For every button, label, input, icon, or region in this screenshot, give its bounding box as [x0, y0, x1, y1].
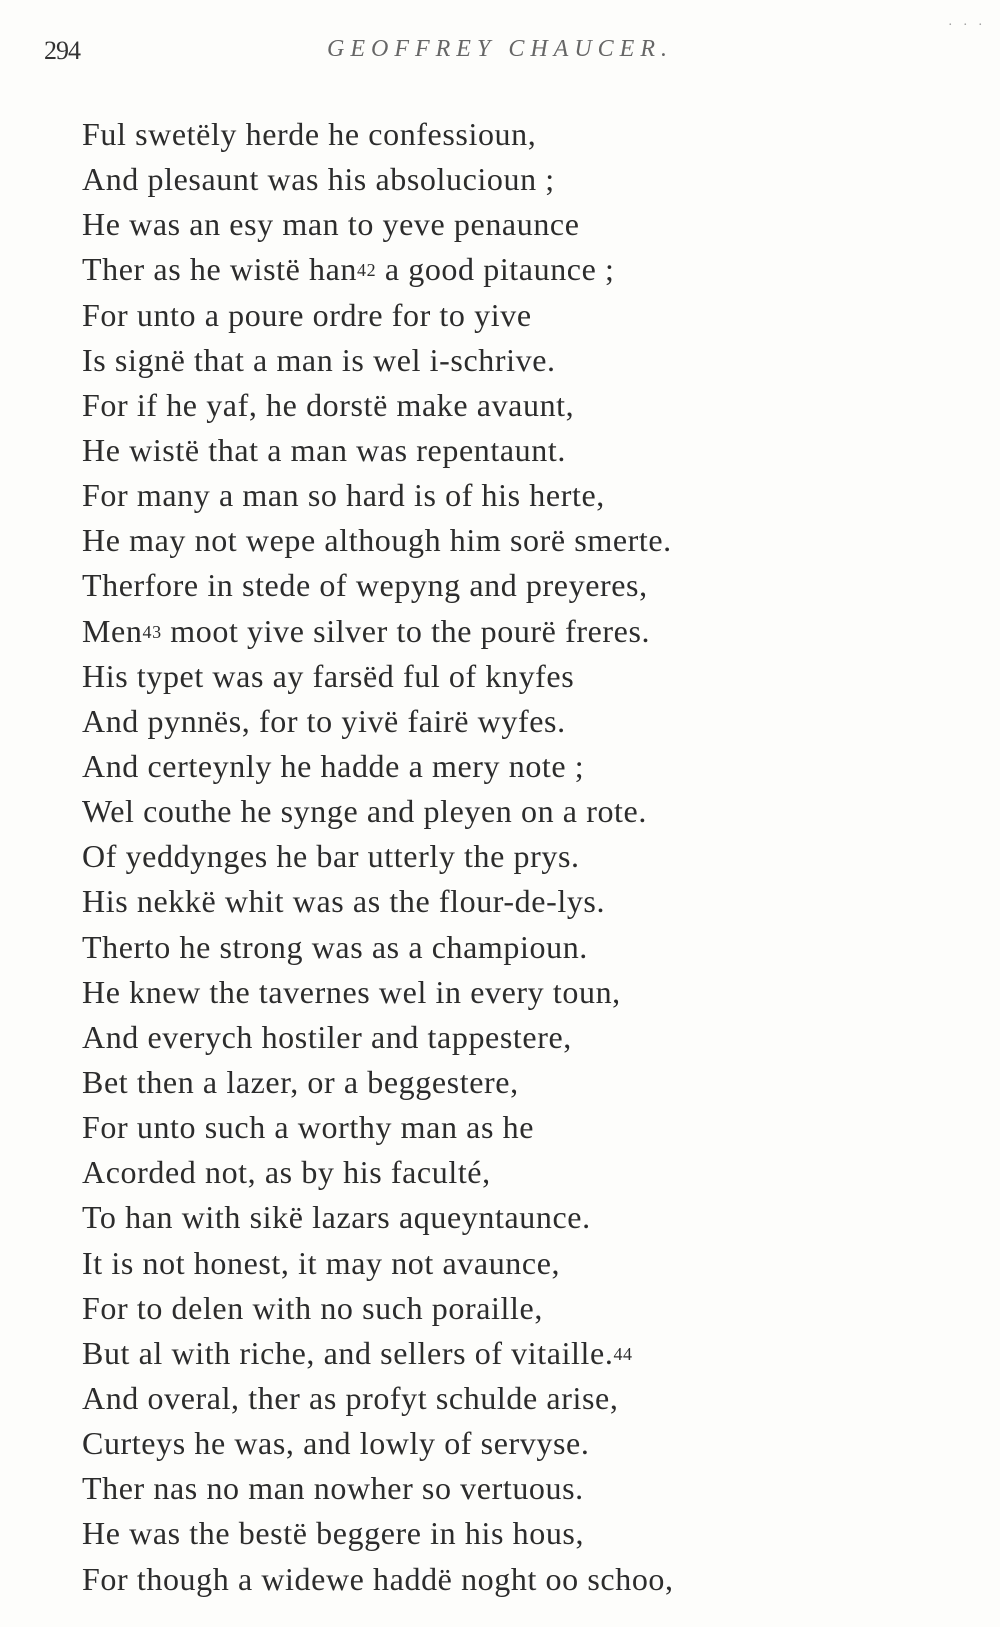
poem-line-text: Therto he strong was as a champioun.	[82, 928, 588, 965]
poem-line	[82, 1511, 674, 1556]
footnote-marker: 43	[142, 621, 162, 642]
poem-line	[82, 1286, 674, 1331]
poem-line	[82, 202, 674, 247]
poem-line-text: Acorded not, as by his faculté,	[82, 1154, 491, 1191]
poem-line	[82, 293, 674, 338]
poem-line	[82, 1195, 674, 1240]
poem-line-text: For unto such a worthy man as he	[82, 1109, 535, 1146]
poem-line	[82, 518, 674, 563]
poem-line-text: Men	[82, 612, 143, 649]
poem-line-text: Of yeddynges he bar utterly the prys.	[82, 838, 580, 875]
poem-line	[82, 338, 674, 383]
poem-line-text: For though a widewe haddë noght oo schoo,	[82, 1560, 674, 1597]
running-head: GEOFFREY CHAUCER.	[327, 36, 673, 62]
poem-line	[82, 473, 674, 518]
poem-line-text: It is not honest, it may not avaunce,	[82, 1244, 561, 1281]
poem-line	[82, 1150, 674, 1195]
poem-line-continuation: moot yive silver to the pourë freres.	[161, 612, 651, 649]
footnote-marker: 42	[357, 260, 377, 281]
poem-line	[82, 1241, 674, 1286]
poem-line	[82, 744, 674, 789]
poem-line-text: Wel couthe he synge and pleyen on a rote.	[82, 793, 647, 830]
footnote-marker: 44	[613, 1343, 633, 1364]
poem-line	[82, 1105, 674, 1150]
poem-line	[82, 563, 674, 608]
poem-line-text: To han with sikë lazars aqueyntaunce.	[82, 1199, 591, 1236]
poem-line-text: Is signë that a man is wel i-schrive.	[82, 341, 556, 378]
poem-line-text: Ther nas no man nowher so vertuous.	[82, 1470, 584, 1507]
poem-line	[82, 1421, 674, 1466]
poem-line	[82, 1015, 674, 1060]
poem-line	[82, 1557, 674, 1602]
poem-line	[82, 970, 674, 1015]
poem-line	[82, 428, 674, 473]
poem-line	[82, 157, 674, 202]
poem-line	[82, 1466, 674, 1511]
poem-line	[82, 1060, 674, 1105]
poem-line-text: Therfore in stede of wepyng and preyeres,	[82, 567, 648, 604]
poem-line-text: For to delen with no such poraille,	[82, 1289, 543, 1326]
poem-line-text: And pynnës, for to yivë fairë wyfes.	[82, 702, 566, 739]
poem-line-text: He wistë that a man was repentaunt.	[82, 431, 566, 468]
poem-line-text: For if he yaf, he dorstë make avaunt,	[82, 386, 575, 423]
poem-line	[82, 1376, 674, 1421]
poem-line-text: Ther as he wistë han	[82, 251, 358, 288]
poem-line-text: His nekkë whit was as the flour-de-lys.	[82, 883, 606, 920]
poem-line-text: But al with riche, and sellers of vitaille.	[82, 1334, 614, 1371]
corner-mark: . . .	[948, 14, 986, 29]
poem-line-text: And plesaunt was his absolucioun ;	[82, 161, 555, 198]
poem-line	[82, 699, 674, 744]
poem-line	[82, 609, 674, 654]
poem-line-text: Ful swetëly herde he confessioun,	[82, 116, 537, 152]
poem-line	[82, 654, 674, 699]
poem-line-text: He knew the tavernes wel in every toun,	[82, 973, 621, 1010]
page-number: 294	[44, 36, 80, 65]
poem-line-text: And everych hostiler and tappestere,	[82, 1018, 572, 1055]
poem-line-text: He was the bestë beggere in his hous,	[82, 1515, 585, 1552]
poem-line-text: Curteys he was, and lowly of servyse.	[82, 1425, 590, 1462]
poem-line-text: He may not wepe although him sorë smerte.	[82, 522, 672, 559]
poem-line-text: And overal, ther as profyt schulde arise,	[82, 1379, 619, 1416]
poem-line	[82, 925, 674, 970]
poem-line-text: His typet was ay farsëd ful of knyfes	[82, 657, 575, 694]
poem-text	[82, 112, 674, 1602]
poem-line	[82, 1331, 674, 1376]
poem-line-text: For many a man so hard is of his herte,	[82, 477, 605, 514]
poem-line-continuation: a good pitaunce ;	[376, 251, 615, 288]
poem-line-text: And certeynly he hadde a mery note ;	[82, 747, 585, 784]
poem-line-text: Bet then a lazer, or a beggestere,	[82, 1063, 519, 1100]
poem-line	[82, 879, 674, 924]
poem-line-text: He was an esy man to yeve penaunce	[82, 206, 580, 243]
poem-line	[82, 789, 674, 834]
poem-line	[82, 247, 674, 292]
poem-line	[82, 112, 674, 157]
poem-line-text: For unto a poure ordre for to yive	[82, 296, 532, 333]
poem-line	[82, 834, 674, 879]
poem-line	[82, 383, 674, 428]
